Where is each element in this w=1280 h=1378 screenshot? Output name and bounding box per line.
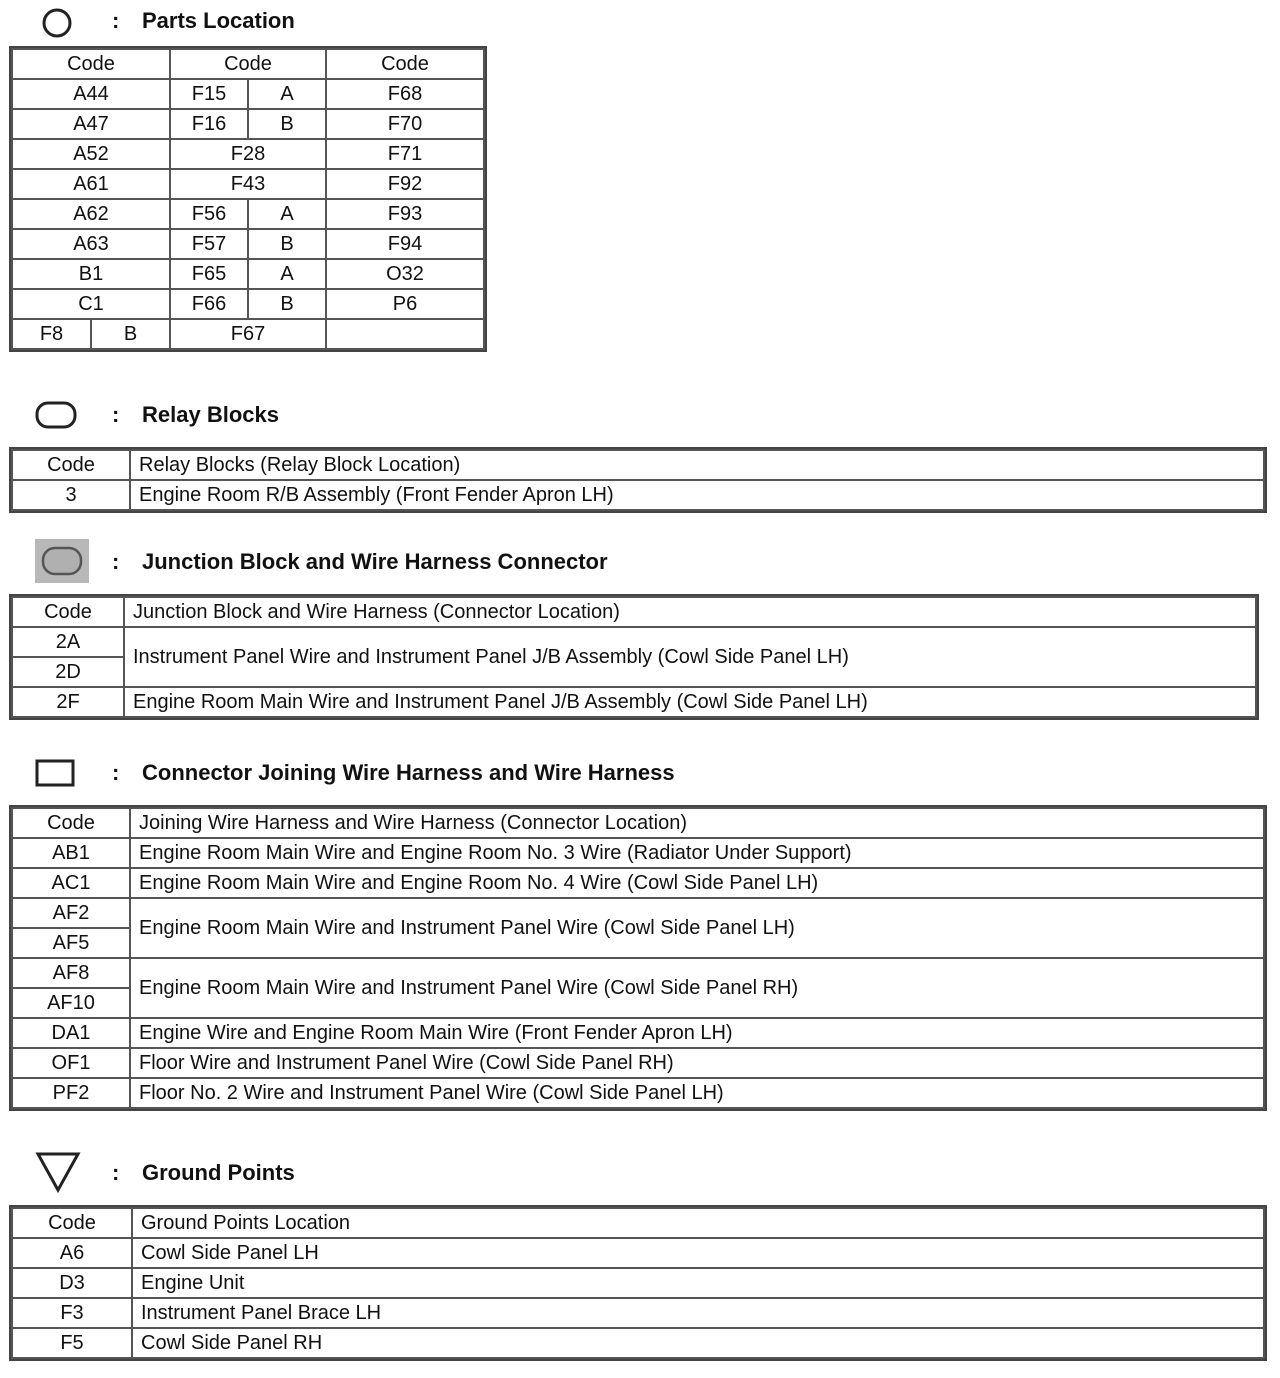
table-row	[12, 289, 484, 319]
code-cell: A44	[12, 79, 170, 109]
code-cell: F93	[326, 199, 484, 229]
description-cell: Floor No. 2 Wire and Instrument Panel Wire (Cowl Side Panel LH)	[130, 1078, 1264, 1108]
table-header-row	[12, 597, 1256, 627]
column-header: Joining Wire Harness and Wire Harness (Connector Location)	[130, 808, 1264, 838]
table-row	[12, 480, 1264, 510]
table-row	[12, 868, 1264, 898]
sub-cell: B	[248, 229, 326, 259]
code-cell: 2A	[12, 627, 124, 657]
table-row	[12, 139, 484, 169]
table-row	[12, 838, 1264, 868]
code-cell: F94	[326, 229, 484, 259]
code-cell: 2D	[12, 657, 124, 687]
table-row	[12, 169, 484, 199]
code-cell: DA1	[12, 1018, 130, 1048]
ground-points-title: Ground Points	[142, 1160, 295, 1185]
table-row	[12, 229, 484, 259]
table-row	[12, 79, 484, 109]
code-cell: F15	[170, 79, 248, 109]
code-cell: F71	[326, 139, 484, 169]
description-cell: Floor Wire and Instrument Panel Wire (Cowl Side Panel RH)	[130, 1048, 1264, 1078]
shaded-rounded-rectangle-icon	[34, 538, 90, 584]
code-cell: AF2	[12, 898, 130, 928]
table-row	[12, 109, 484, 139]
code-cell: F56	[170, 199, 248, 229]
code-cell: F70	[326, 109, 484, 139]
table-row	[12, 259, 484, 289]
column-header: Code	[12, 1208, 132, 1238]
connector-joining-title: Connector Joining Wire Harness and Wire Harness	[142, 760, 675, 785]
junction-block-table	[11, 596, 1257, 718]
code-cell: AF8	[12, 958, 130, 988]
code-cell: C1	[12, 289, 170, 319]
parts-location-title: Parts Location	[142, 8, 295, 33]
code-cell: P6	[326, 289, 484, 319]
table-row	[12, 627, 1256, 657]
table-row	[12, 1238, 1264, 1268]
code-cell: O32	[326, 259, 484, 289]
description-cell: Cowl Side Panel LH	[132, 1238, 1264, 1268]
column-header: Code	[326, 49, 484, 79]
section-colon: :	[112, 1160, 120, 1185]
sub-cell: B	[248, 109, 326, 139]
triangle-down-icon	[34, 1150, 82, 1194]
code-cell: B1	[12, 259, 170, 289]
connector-joining-table	[11, 807, 1265, 1109]
description-cell: Cowl Side Panel RH	[132, 1328, 1264, 1358]
code-cell: F92	[326, 169, 484, 199]
sub-cell: B	[91, 319, 170, 349]
description-cell: Engine Room Main Wire and Instrument Panel J/B Assembly (Cowl Side Panel LH)	[124, 687, 1256, 717]
section-colon: :	[112, 8, 120, 33]
column-header: Code	[12, 49, 170, 79]
code-cell: F16	[170, 109, 248, 139]
code-cell: F28	[170, 139, 326, 169]
code-cell: A61	[12, 169, 170, 199]
table-row	[12, 1298, 1264, 1328]
code-cell: F57	[170, 229, 248, 259]
sub-cell: A	[248, 259, 326, 289]
rounded-rectangle-icon	[34, 400, 78, 430]
junction-block-title: Junction Block and Wire Harness Connector	[142, 549, 608, 574]
table-header-row	[12, 1208, 1264, 1238]
ground-points-table	[11, 1207, 1265, 1359]
code-cell: F65	[170, 259, 248, 289]
table-row	[12, 1078, 1264, 1108]
code-cell: 3	[12, 480, 130, 510]
table-row	[12, 1018, 1264, 1048]
sub-cell: A	[248, 199, 326, 229]
code-cell	[326, 319, 484, 349]
column-header: Code	[170, 49, 326, 79]
code-cell: F5	[12, 1328, 132, 1358]
code-cell: A63	[12, 229, 170, 259]
table-row	[12, 1268, 1264, 1298]
column-header: Junction Block and Wire Harness (Connector Location)	[124, 597, 1256, 627]
code-cell: OF1	[12, 1048, 130, 1078]
description-cell: Engine Room Main Wire and Engine Room No. 3 Wire (Radiator Under Support)	[130, 838, 1264, 868]
table-row	[12, 1048, 1264, 1078]
description-cell: Engine Room R/B Assembly (Front Fender Apron LH)	[130, 480, 1264, 510]
table-header-row	[12, 49, 484, 79]
table-header-row	[12, 450, 1264, 480]
code-cell: A52	[12, 139, 170, 169]
sub-cell: B	[248, 289, 326, 319]
description-cell: Engine Room Main Wire and Instrument Panel Wire (Cowl Side Panel RH)	[130, 958, 1264, 1018]
code-cell: F67	[170, 319, 326, 349]
section-colon: :	[112, 549, 120, 574]
column-header: Code	[12, 808, 130, 838]
table-row	[12, 687, 1256, 717]
column-header: Code	[12, 450, 130, 480]
code-cell: F66	[170, 289, 248, 319]
table-row	[12, 958, 1264, 988]
sub-cell: A	[248, 79, 326, 109]
description-cell: Instrument Panel Brace LH	[132, 1298, 1264, 1328]
description-cell: Engine Wire and Engine Room Main Wire (Front Fender Apron LH)	[130, 1018, 1264, 1048]
column-header: Ground Points Location	[132, 1208, 1264, 1238]
table-row	[12, 1328, 1264, 1358]
relay-blocks-table	[11, 449, 1265, 511]
section-colon: :	[112, 760, 120, 785]
code-cell: 2F	[12, 687, 124, 717]
code-cell: A6	[12, 1238, 132, 1268]
circle-icon	[40, 6, 74, 40]
description-cell: Engine Room Main Wire and Instrument Panel Wire (Cowl Side Panel LH)	[130, 898, 1264, 958]
code-cell: AC1	[12, 868, 130, 898]
code-cell: AF5	[12, 928, 130, 958]
description-cell: Instrument Panel Wire and Instrument Panel J/B Assembly (Cowl Side Panel LH)	[124, 627, 1256, 687]
relay-blocks-title: Relay Blocks	[142, 402, 279, 427]
rectangle-icon	[34, 758, 76, 788]
table-row	[12, 319, 484, 349]
code-cell: F43	[170, 169, 326, 199]
table-row	[12, 199, 484, 229]
code-cell: F8	[12, 319, 91, 349]
column-header: Relay Blocks (Relay Block Location)	[130, 450, 1264, 480]
table-header-row	[12, 808, 1264, 838]
description-cell: Engine Room Main Wire and Engine Room No. 4 Wire (Cowl Side Panel LH)	[130, 868, 1264, 898]
code-cell: A62	[12, 199, 170, 229]
code-cell: AB1	[12, 838, 130, 868]
code-cell: PF2	[12, 1078, 130, 1108]
parts-location-table	[11, 48, 485, 350]
description-cell: Engine Unit	[132, 1268, 1264, 1298]
code-cell: D3	[12, 1268, 132, 1298]
section-colon: :	[112, 402, 120, 427]
code-cell: F68	[326, 79, 484, 109]
code-cell: F3	[12, 1298, 132, 1328]
code-cell: AF10	[12, 988, 130, 1018]
column-header: Code	[12, 597, 124, 627]
code-cell: A47	[12, 109, 170, 139]
table-row	[12, 898, 1264, 928]
